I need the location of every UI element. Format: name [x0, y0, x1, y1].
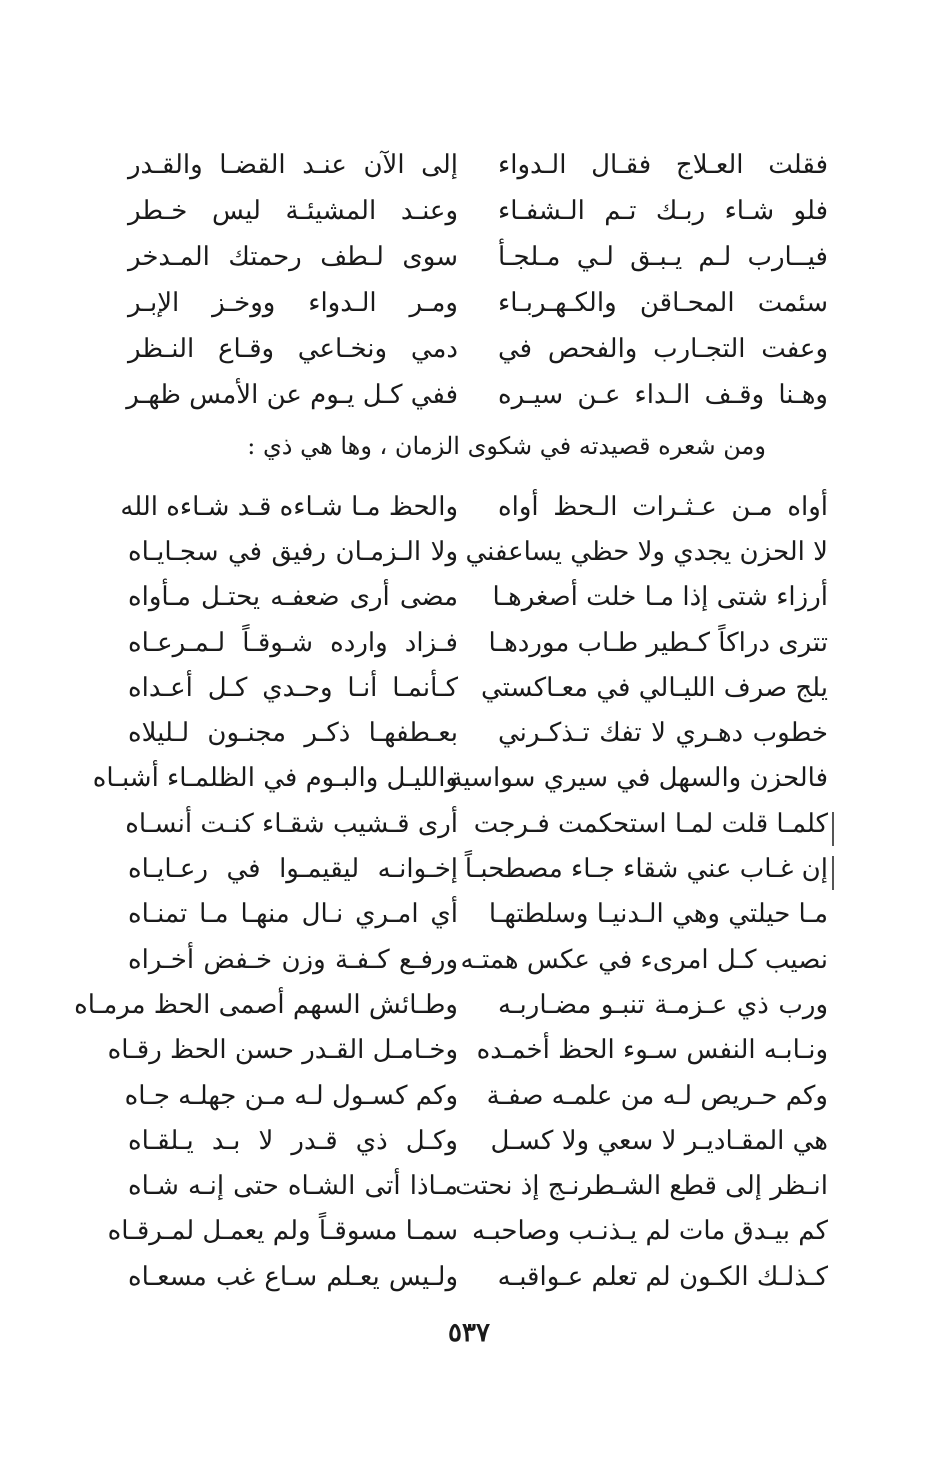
- verse-first-hemistich: سئمت المحـاقن والكـهـربـاء: [498, 288, 828, 318]
- verse-line: [128, 710, 828, 755]
- verse-line: [125, 801, 828, 846]
- verse-second-hemistich: أي امـري نـال منهـا مـا تمنـاه: [128, 899, 458, 930]
- verse-line: [128, 575, 828, 620]
- verse-line: [128, 620, 828, 665]
- verse-second-hemistich: وعنـد المشيئـة ليس خـطر: [128, 196, 458, 226]
- verse-second-hemistich: ومـر الـدواء ووخـز الإبـر: [128, 288, 458, 318]
- verse-second-hemistich: سوى لـطف رحمتك المـدخر: [128, 242, 458, 272]
- verse-line: [74, 982, 828, 1027]
- poem-stanza-1: [128, 142, 828, 418]
- poem-introduction: ومن شعره قصيدته في شكوى الزمان ، وها هي ذي :: [247, 432, 766, 460]
- verse-first-hemistich: فقلت العـلاج فقـال الـدواء: [498, 150, 828, 180]
- verse-line: [128, 188, 828, 234]
- verse-line: [128, 846, 828, 891]
- verse-line: [128, 326, 828, 372]
- verse-second-hemistich: سمـا مسوقـاً ولم يعمـل لمـرقـاه: [107, 1216, 458, 1247]
- verse-first-hemistich: مـا حيلتي وهي الـدنيـا وسلطتهـا: [488, 899, 828, 930]
- verse-line: [120, 484, 828, 529]
- verse-first-hemistich: تترى دراكاً كـطير طـاب موردهـا: [488, 627, 828, 658]
- verse-second-hemistich: ولا الـزمـان رفيق في سجـايـاه: [128, 536, 458, 567]
- verse-first-hemistich: فيــارب لـم يـبـق لـي مـلجـأ: [498, 242, 828, 272]
- verse-line: [107, 1209, 828, 1254]
- verse-second-hemistich: أرى قـشيب شقـاء كنـت أنسـاه: [125, 808, 458, 839]
- verse-second-hemistich: ففي كـل يـوم عن الأمس ظهـر: [126, 380, 458, 410]
- verse-second-hemistich: مـاذا أتى الشـاه حتى إنـه شـاه: [128, 1171, 458, 1202]
- verse-first-hemistich: نصيب كـل امرىء في عكس همتـه: [460, 944, 828, 975]
- verse-first-hemistich: أرزاء شتى إذا مـا خلت أصغرهـا: [492, 582, 828, 613]
- verse-second-hemistich: إخـوانـه ليقيمـوا في رعـايـاه: [128, 854, 458, 885]
- verse-first-hemistich: يلج صرف الليـالي في معـاكستي: [481, 672, 828, 703]
- verse-first-hemistich: لا الحزن يجدي ولا حظي يساعفني: [465, 536, 828, 567]
- verse-second-hemistich: فـزاد وارده شـوقـاً لـمـرعـاه: [128, 627, 458, 658]
- verse-line: [128, 280, 828, 326]
- verse-line: [128, 234, 828, 280]
- verse-line: [128, 1254, 828, 1299]
- verse-second-hemistich: كـأنمـا أنـا وحـدي كـل أعـداه: [128, 672, 458, 703]
- verse-line: [128, 529, 828, 574]
- verse-second-hemistich: والليـل والبـوم في الظلمـاء أشبـاه: [92, 763, 458, 794]
- verse-first-hemistich: إن غـاب عني شقاء جـاء مصطحبـاً: [464, 854, 828, 885]
- verse-second-hemistich: وكـل ذي قـدر لا بـد يـلقـاه: [128, 1125, 458, 1156]
- verse-second-hemistich: ولـيس يعـلم سـاع غب مسعـاه: [128, 1261, 458, 1292]
- verse-first-hemistich: وهـنا وقـف الـداء عـن سيـره: [498, 380, 828, 410]
- verse-first-hemistich: كـذلـك الكـون لم تعلم عـواقبـه: [497, 1261, 828, 1292]
- verse-line: [124, 1073, 828, 1118]
- verse-second-hemistich: دمي ونخـاعي وقـاع النـظر: [128, 334, 458, 364]
- verse-first-hemistich: هي المقـاديـر لا سعي ولا كسـل: [490, 1125, 828, 1156]
- verse-first-hemistich: كم بيـدق مات لم يـذنـب وصاحبـه: [472, 1216, 828, 1247]
- verse-second-hemistich: وكم كسـول لـه مـن جهلـه جـاه: [124, 1080, 458, 1111]
- verse-line: [128, 665, 828, 710]
- verse-line: [128, 1163, 828, 1208]
- verse-line: [107, 1028, 828, 1073]
- verse-first-hemistich: كلمـا قلت لمـا استحكمت فـرجت: [473, 808, 828, 839]
- verse-line: [128, 372, 828, 418]
- verse-second-hemistich: مضى أرى ضعفـه يحتـل مـأواه: [128, 582, 458, 613]
- verse-second-hemistich: ورفـع كـفـة وزن خـفض أخـراه: [128, 944, 458, 975]
- verse-second-hemistich: وخـامـل القـدر حسن الحظ رقـاه: [107, 1035, 458, 1066]
- verse-second-hemistich: وطـائش السهم أصمى الحظ مرمـاه: [74, 989, 458, 1020]
- verse-first-hemistich: ونـابـه النفس سـوء الحظ أخمـده: [476, 1035, 828, 1066]
- verse-line: [128, 142, 828, 188]
- verse-line: [128, 937, 828, 982]
- verse-first-hemistich: وكم حـريص لـه من علمـه صفـة: [486, 1080, 828, 1111]
- poem-stanza-2: [74, 484, 828, 1299]
- verse-line: [128, 892, 828, 937]
- verse-second-hemistich: والحظ مـا شـاءه قـد شـاءه الله: [120, 491, 458, 522]
- verse-second-hemistich: بعـطفهـا ذكـر مجنـون لـليلاه: [128, 718, 458, 749]
- verse-first-hemistich: انـظر إلى قطع الشـطرنـج إذ نحتت: [455, 1171, 828, 1202]
- margin-mark: [832, 856, 834, 890]
- verse-first-hemistich: فلو شـاء ربـك تـم الـشفـاء: [498, 196, 828, 226]
- verse-line: [128, 1118, 828, 1163]
- margin-mark: [832, 812, 834, 846]
- verse-line: [92, 756, 828, 801]
- page-number: ٥٣٧: [448, 1318, 490, 1348]
- verse-first-hemistich: ورب ذي عـزمـة تنبـو مضـاربـه: [498, 989, 828, 1020]
- verse-first-hemistich: وعفت التجـارب والفحص في: [498, 334, 828, 364]
- verse-first-hemistich: خطوب دهـري لا تفك تـذكـرني: [498, 718, 828, 749]
- verse-first-hemistich: أواه مـن عـثـرات الـحظ أواه: [498, 491, 828, 522]
- verse-first-hemistich: فالحزن والسهل في سيري سواسية: [449, 763, 828, 794]
- verse-second-hemistich: إلى الآن عنـد القضـا والقـدر: [128, 150, 458, 180]
